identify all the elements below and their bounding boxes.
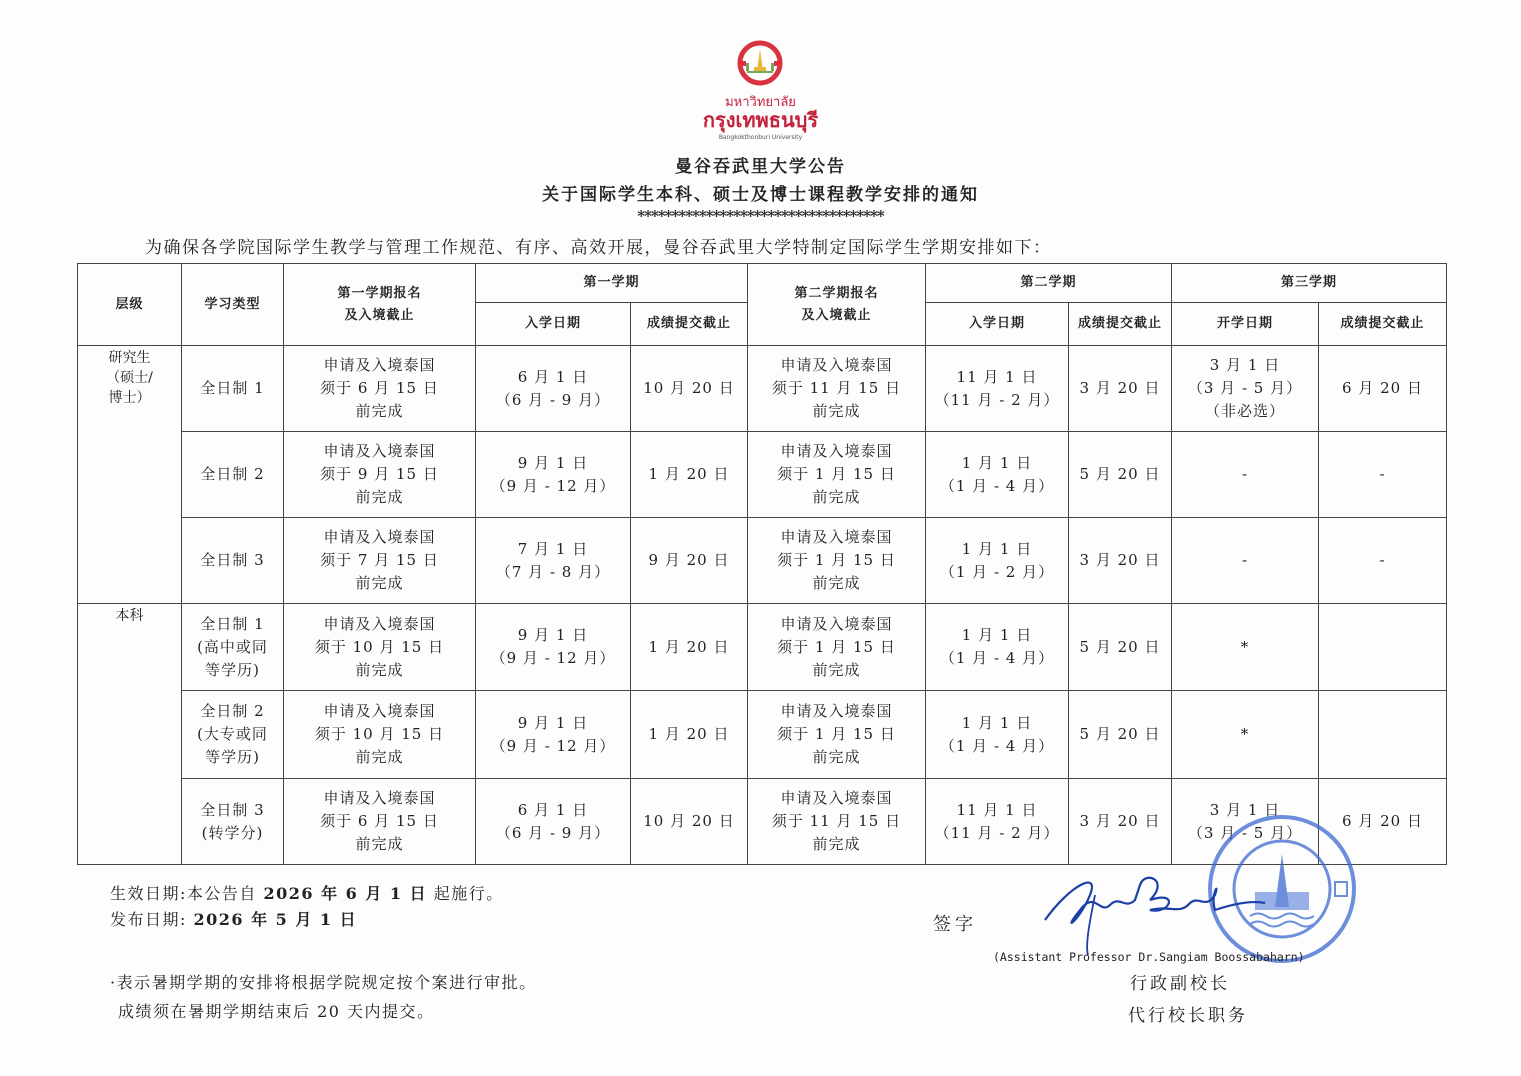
table-row [78,691,1447,779]
term1-grades-cell: 1 月 20 日 [631,604,748,691]
header-line: 及入境截止 [344,307,415,323]
term2-registration-cell-line: 须于 11 月 15 日 [771,812,902,830]
effective-label: 生效日期:本公告自 [110,884,264,903]
term2-grades-cell: 3 月 20 日 [1069,518,1172,604]
note-line-2: 成绩须在暑期学期结束后 20 天内提交。 [118,1002,435,1021]
term1-start-cell [476,346,631,432]
study-type-cell-line: 等学历) [205,660,260,679]
term1-start-cell-line: 6 月 1 日 [517,367,589,386]
term2-registration-cell-line: 前完成 [812,402,861,420]
term3-start-cell-line: * [1240,725,1250,743]
term2-registration-cell-line: 前完成 [812,835,861,853]
term1-registration-cell-line: 申请及入境泰国 [323,528,436,546]
term3-grades-cell [1319,691,1447,779]
study-type-cell-line: 全日制 1 [200,379,265,397]
logo-thai-line1: มหาวิทยาลัย [725,95,796,110]
term2-registration-cell-line: 申请及入境泰国 [780,356,893,374]
term3-grades-cell: 6 月 20 日 [1319,779,1447,865]
term1-start-cell-line: 9 月 1 日 [517,453,589,472]
term1-start-cell-line: （9 月 - 12 月） [490,476,616,495]
study-type-cell [182,779,284,865]
term2-start-cell-line: 1 月 1 日 [961,539,1033,558]
effective-date: 2026 年 6 月 1 日 [263,884,428,903]
level-cell-line: 本科 [115,608,144,624]
term1-registration-cell-line: 须于 7 月 15 日 [320,551,439,569]
table-row [78,346,1447,432]
term2-start-cell-line: （1 月 - 4 月） [939,736,1055,755]
term1-grades-cell: 1 月 20 日 [631,432,748,518]
term2-registration-cell [748,518,926,604]
term2-grades-cell: 3 月 20 日 [1069,779,1172,865]
term2-start-cell-line: （11 月 - 2 月） [934,823,1060,842]
term2-registration-cell [748,604,926,691]
study-type-cell-line: (大专或同 [197,725,268,743]
study-type-cell-line: 等学历) [205,748,260,766]
term2-registration-cell [748,691,926,779]
term1-start-cell-line: 7 月 1 日 [517,539,589,558]
term1-registration-cell-line: 申请及入境泰国 [323,442,436,460]
term3-start-cell-line: - [1241,465,1249,483]
term3-grades-cell: - [1319,432,1447,518]
term1-registration-cell [284,346,476,432]
header-term1: 第一学期 [476,264,748,303]
term2-start-cell [926,518,1069,604]
intro-paragraph: 为确保各学院国际学生教学与管理工作规范、有序、高效开展，曼谷吞武里大学特制定国际学生学期安排如下： [145,238,1052,258]
term3-grades-cell: 6 月 20 日 [1319,346,1447,432]
document-title: 曼谷吞武里大学公告 [675,157,846,177]
handwritten-signature-icon [1040,865,1270,955]
sign-label: 签字 [933,914,977,935]
schedule-table-body [78,346,1447,865]
published-label: 发布日期: [110,910,194,929]
term2-start-cell-line: （11 月 - 2 月） [934,390,1060,409]
term2-start-cell-line: 1 月 1 日 [961,713,1033,732]
signer-name: (Assistant Professor Dr.Sangiam Boossabaharn) [993,950,1305,964]
term1-start-cell-line: （6 月 - 9 月） [495,823,611,842]
term1-grades-cell: 1 月 20 日 [631,691,748,779]
term2-registration-cell [748,779,926,865]
term2-registration-cell-line: 申请及入境泰国 [780,614,893,633]
note-line-1: ·表示暑期学期的安排将根据学院规定按个案进行审批。 [110,973,537,992]
term3-start-cell-line: - [1241,551,1249,569]
term1-start-cell [476,518,631,604]
term2-grades-cell: 3 月 20 日 [1069,346,1172,432]
study-type-cell [182,346,284,432]
header-term2-start: 入学日期 [926,303,1069,346]
term1-registration-cell-line: 前完成 [355,488,404,506]
level-cell-line: 博士） [108,390,151,406]
table-row [78,432,1447,518]
header-line: 第二学期报名 [794,285,879,301]
term1-start-cell [476,604,631,691]
study-type-cell [182,691,284,779]
term3-grades-cell [1319,604,1447,691]
term1-registration-cell [284,432,476,518]
signer-acting-title: 代行校长职务 [1128,1006,1248,1026]
term1-registration-cell-line: 申请及入境泰国 [323,702,436,720]
term3-grades-cell: - [1319,518,1447,604]
study-type-cell [182,604,284,691]
term3-start-cell-line: （3 月 - 5 月） [1187,823,1303,842]
term1-registration-cell-line: 前完成 [355,402,404,420]
term2-registration-cell-line: 前完成 [812,748,861,766]
header-term2-grades: 成绩提交截止 [1069,303,1172,346]
term1-registration-cell [284,779,476,865]
term2-registration-cell-line: 前完成 [812,660,861,679]
term2-start-cell [926,604,1069,691]
signer-title: 行政副校长 [1130,974,1230,994]
term1-grades-cell: 10 月 20 日 [631,779,748,865]
term1-registration-cell [284,604,476,691]
effective-suffix: 起施行。 [427,884,504,903]
logo-english-name: Bangkokthonburi University [718,134,803,141]
divider: ************************************ [637,207,884,225]
term1-start-cell [476,779,631,865]
header-study-type: 学习类型 [182,264,284,346]
term1-start-cell-line: （6 月 - 9 月） [495,390,611,409]
term1-start-cell-line: （9 月 - 12 月） [490,736,616,755]
level-cell [78,346,182,604]
term2-registration-cell-line: 申请及入境泰国 [780,789,893,807]
header-term1-registration [284,264,476,346]
header-term1-grades: 成绩提交截止 [631,303,748,346]
document-subtitle: 关于国际学生本科、硕士及博士课程教学安排的通知 [542,185,979,205]
published-date-line [110,907,357,930]
term1-registration-cell-line: 前完成 [355,574,404,592]
term2-grades-cell: 5 月 20 日 [1069,432,1172,518]
term2-start-cell-line: 11 月 1 日 [956,800,1038,819]
study-type-cell-line: 全日制 1 [200,614,265,633]
header-term3: 第三学期 [1172,264,1447,303]
term2-start-cell-line: （1 月 - 4 月） [939,476,1055,495]
term1-grades-cell: 9 月 20 日 [631,518,748,604]
term2-registration-cell [748,432,926,518]
level-cell-line: 研究生 [108,350,151,366]
term2-start-cell-line: （1 月 - 2 月） [939,562,1055,581]
term1-start-cell [476,432,631,518]
term1-registration-cell [284,518,476,604]
term2-registration-cell-line: 须于 1 月 15 日 [777,725,896,743]
level-cell [78,604,182,865]
header-level: 层级 [78,264,182,346]
schedule-table [77,263,1447,865]
header-term1-start: 入学日期 [476,303,631,346]
term2-grades-cell: 5 月 20 日 [1069,691,1172,779]
term3-start-cell [1172,604,1319,691]
study-type-cell-line: (转学分) [201,823,264,842]
study-type-cell-line: (高中或同 [197,637,268,656]
term3-start-cell [1172,346,1319,432]
term2-registration-cell-line: 申请及入境泰国 [780,702,893,720]
term2-registration-cell-line: 前完成 [812,574,861,592]
term1-start-cell [476,691,631,779]
term1-registration-cell [284,691,476,779]
term2-registration-cell-line: 须于 1 月 15 日 [777,551,896,569]
term1-registration-cell-line: 前完成 [355,748,404,766]
published-date: 2026 年 5 月 1 日 [193,910,358,929]
term1-registration-cell-line: 须于 9 月 15 日 [320,465,439,483]
term2-start-cell [926,779,1069,865]
header-term3-grades: 成绩提交截止 [1319,303,1447,346]
term1-registration-cell-line: 须于 10 月 15 日 [314,637,445,656]
study-type-cell-line: 全日制 2 [200,465,265,483]
study-type-cell-line: 全日制 3 [200,551,265,569]
term2-start-cell [926,691,1069,779]
term3-start-cell [1172,432,1319,518]
term1-start-cell-line: （7 月 - 8 月） [495,562,611,581]
term1-registration-cell-line: 须于 6 月 15 日 [320,812,439,830]
term1-registration-cell-line: 申请及入境泰国 [323,789,436,807]
term2-grades-cell: 5 月 20 日 [1069,604,1172,691]
term3-start-cell-line: （3 月 - 5 月） [1187,379,1303,397]
study-type-cell [182,432,284,518]
term1-start-cell-line: 9 月 1 日 [517,713,589,732]
term1-grades-cell: 10 月 20 日 [631,346,748,432]
term2-start-cell-line: 11 月 1 日 [956,367,1038,386]
term2-start-cell-line: 1 月 1 日 [961,453,1033,472]
header-line: 第一学期报名 [337,285,422,301]
term1-start-cell-line: （9 月 - 12 月） [490,649,616,667]
term1-registration-cell-line: 申请及入境泰国 [323,356,436,374]
term3-start-cell [1172,691,1319,779]
header-term2: 第二学期 [926,264,1172,303]
study-type-cell-line: 全日制 2 [200,702,265,720]
header-term3-start: 开学日期 [1172,303,1319,346]
table-row [78,604,1447,691]
header-term2-registration [748,264,926,346]
term1-registration-cell-line: 须于 6 月 15 日 [320,379,439,397]
term2-start-cell [926,346,1069,432]
term1-registration-cell-line: 申请及入境泰国 [323,614,436,633]
header-line: 及入境截止 [801,307,872,323]
university-emblem-icon [735,33,785,93]
level-cell-line: （硕士/ [106,370,153,386]
term2-registration-cell-line: 须于 1 月 15 日 [777,637,896,656]
term1-start-cell-line: 6 月 1 日 [517,800,589,819]
term2-start-cell-line: 1 月 1 日 [961,626,1033,644]
term2-start-cell-line: （1 月 - 4 月） [939,649,1055,667]
term1-registration-cell-line: 前完成 [355,660,404,679]
study-type-cell [182,518,284,604]
term1-registration-cell-line: 须于 10 月 15 日 [314,725,445,743]
term3-start-cell-line: （非必选） [1204,402,1285,420]
logo-thai-line2: กรุงเทพธนบุรี [702,108,819,132]
term3-start-cell-line: 3 月 1 日 [1209,356,1281,374]
term1-start-cell-line: 9 月 1 日 [517,626,589,644]
term2-registration-cell-line: 前完成 [812,488,861,506]
effective-date-line [110,881,504,904]
term3-start-cell [1172,518,1319,604]
term2-registration-cell-line: 申请及入境泰国 [780,442,893,460]
term3-start-cell-line: 3 月 1 日 [1209,800,1281,819]
term2-registration-cell [748,346,926,432]
table-row [78,518,1447,604]
term3-start-cell-line: * [1240,637,1250,656]
term2-registration-cell-line: 须于 11 月 15 日 [771,379,902,397]
study-type-cell-line: 全日制 3 [200,800,265,819]
term2-registration-cell-line: 须于 1 月 15 日 [777,465,896,483]
term2-registration-cell-line: 申请及入境泰国 [780,528,893,546]
term2-start-cell [926,432,1069,518]
term1-registration-cell-line: 前完成 [355,835,404,853]
